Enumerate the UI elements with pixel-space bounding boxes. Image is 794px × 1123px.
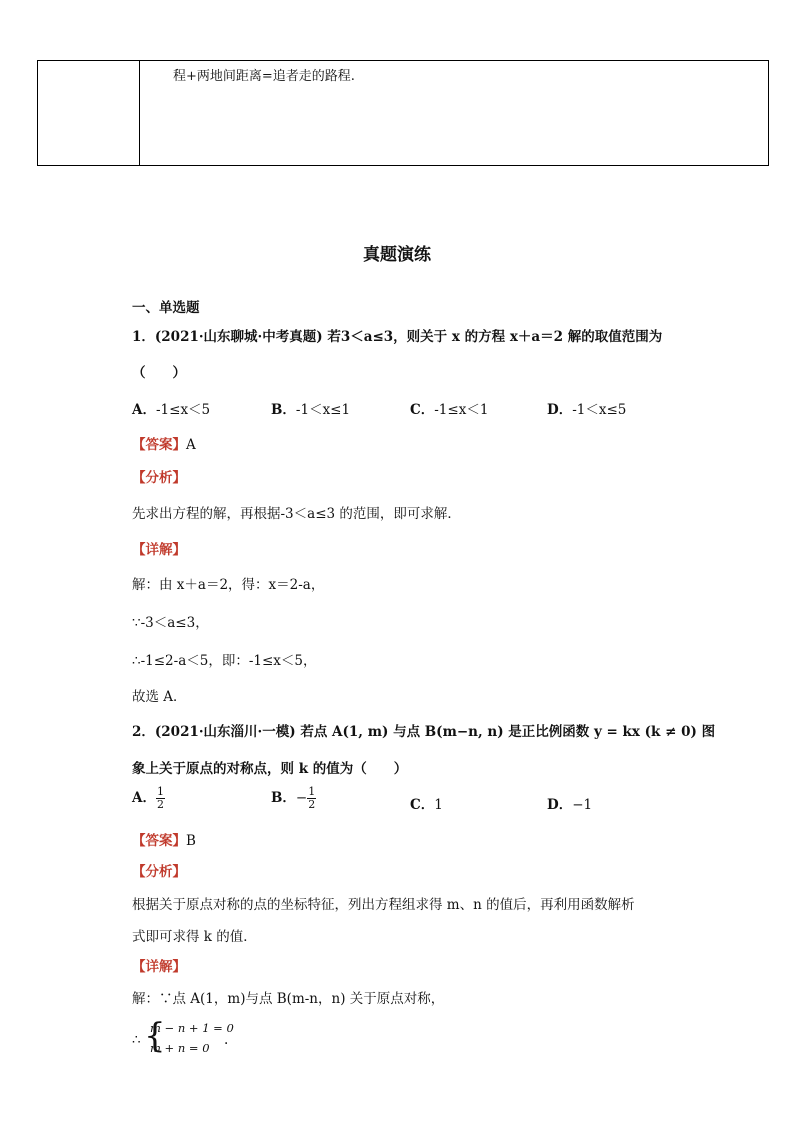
q1-detail-line-1: 解：由 x＋a＝2，得：x＝2-a， [132, 577, 325, 593]
q1-option-a: A．-1≤x＜5 [132, 402, 211, 418]
q1-answer [132, 433, 196, 453]
q1-analysis-tag: 【分析】 [132, 470, 186, 486]
q2-detail-line1: 解：∵点 A(1，m)与点 B(m-n，n) 关于原点对称， [132, 991, 445, 1007]
q1-detail-line-3: ∴-1≤2-a＜5，即：-1≤x＜5， [132, 653, 317, 669]
q2-answer [132, 829, 196, 849]
q1-detail-tag: 【详解】 [132, 542, 186, 558]
q2-stem-line2: 象上关于原点的对称点，则 k 的值为（ ） [132, 761, 408, 777]
q2-analysis-line2: 式即可求得 k 的值． [132, 929, 257, 945]
q2-option-d: D．−1 [547, 797, 593, 813]
q2-detail-tag: 【详解】 [132, 959, 186, 975]
q1-answer-value: A [186, 437, 196, 453]
q1-option-c: C．-1≤x＜1 [410, 402, 489, 418]
q2-answer-value: B [186, 833, 196, 849]
q2-stem-line1: 2．(2021·山东淄川·一模) 若点 A(1, m) 与点 B(m−n, n) 是正比例函数 y = kx (k ≠ 0) 图 [132, 724, 716, 740]
q1-analysis-text: 先求出方程的解，再根据-3＜a≤3 的范围，即可求解． [132, 506, 461, 522]
q1-option-d: D．-1＜x≤5 [547, 402, 627, 418]
q2-option-a: A． $\frac{1}{2}$ [132, 785, 164, 811]
table-divider [139, 61, 140, 165]
q2-analysis-tag: 【分析】 [132, 864, 186, 880]
section-subtitle: 一、单选题 [132, 300, 200, 316]
left-brace-icon: { [144, 1016, 166, 1056]
q2-option-b: B．− $\frac{1}{2}$ [271, 785, 316, 811]
content-table [37, 60, 769, 166]
q2-option-a-fraction: $\frac{1}{2}$ [156, 785, 164, 811]
q2-analysis-line1: 根据关于原点对称的点的坐标特征，列出方程组求得 m、n 的值后，再利用函数解析 [132, 897, 635, 913]
q1-option-b: B．-1＜x≤1 [271, 402, 351, 418]
q1-detail-line-4: 故选 A． [132, 689, 187, 705]
q1-stem-line1: 1．(2021·山东聊城·中考真题) 若3＜a≤3，则关于 x 的方程 x＋a＝2 解的取值范围为 [132, 329, 663, 345]
q2-answer-tag: 【答案】 [132, 833, 186, 849]
q1-detail-line-2: ∵-3＜a≤3， [132, 615, 209, 631]
q2-option-c: C．1 [410, 797, 443, 813]
table-cell-text: 程+两地间距离=追者走的路程. [173, 69, 355, 84]
q1-stem-line2: （ ） [132, 365, 186, 381]
q1-answer-tag: 【答案】 [132, 437, 186, 453]
q2-option-b-fraction: $\frac{1}{2}$ [308, 785, 316, 811]
section-title: 真题演练 [363, 245, 431, 265]
